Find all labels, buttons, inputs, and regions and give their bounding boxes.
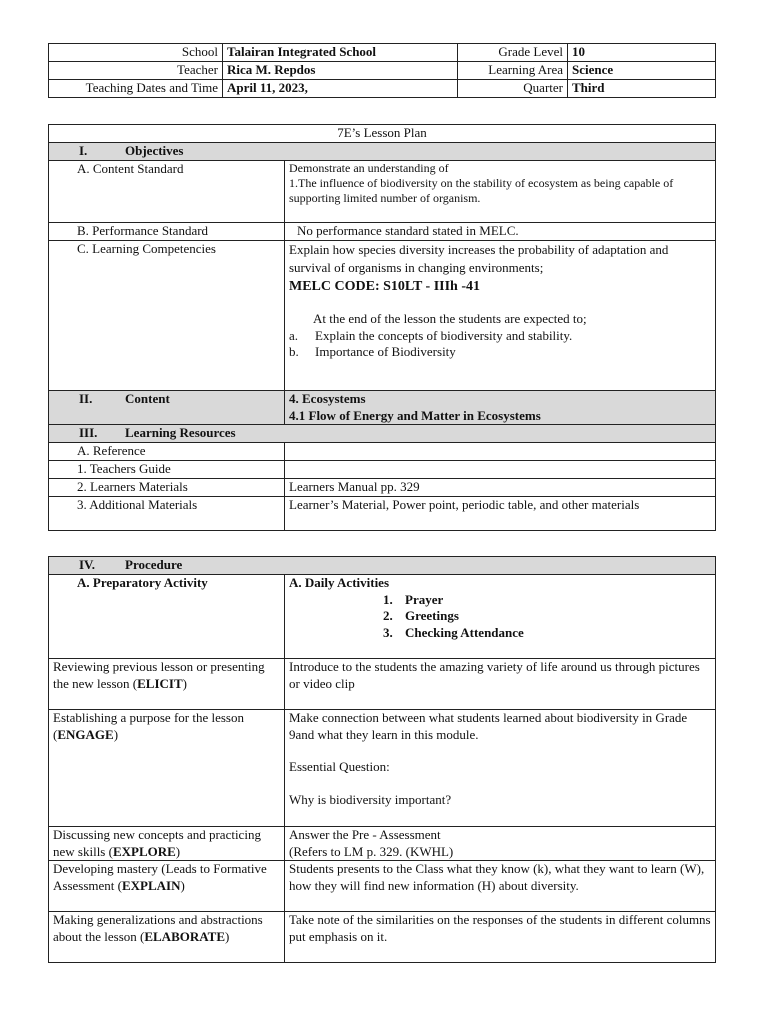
content-num: II.: [79, 391, 93, 406]
additional-materials-label: 3. Additional Materials: [49, 497, 285, 531]
performance-value: No performance standard stated in MELC.: [285, 223, 716, 241]
essential-question: Why is biodiversity important?: [289, 791, 452, 807]
elaborate-text: Take note of the similarities on the responses of the students in different columns put emphasis on it.: [285, 912, 716, 963]
engage-cell: [285, 710, 716, 827]
explore-line2: (Refers to LM p. 329. (KWHL): [289, 843, 454, 859]
school-value: Talairan Integrated School: [223, 44, 458, 62]
objectives-num: I.: [79, 143, 88, 158]
content-line1: 4. Ecosystems: [289, 391, 366, 406]
header-table: [48, 43, 716, 98]
lesson-plan-table: [48, 124, 716, 531]
learners-materials-label: 2. Learners Materials: [49, 479, 285, 497]
content-standard-label: A. Content Standard: [49, 161, 285, 223]
melc-code: MELC CODE: S10LT - IIIh -41: [289, 279, 480, 294]
area-value: Science: [568, 62, 716, 80]
content-cell: [285, 391, 716, 425]
resources-heading: [49, 425, 716, 443]
resources-num: III.: [79, 425, 98, 440]
explore-key: EXPLORE: [112, 843, 176, 859]
teacher-value: Rica M. Repdos: [223, 62, 458, 80]
elicit-text: Introduce to the students the amazing variety of life around us through pictures or video clip: [285, 659, 716, 710]
additional-materials-value: Learner’s Material, Power point, periodic table, and other materials: [285, 497, 716, 531]
content-standard-line2: 1.The influence of biodiversity on the stability of ecosystem as being capable of supporting limited number of organism.: [289, 176, 674, 205]
explore-cell: [285, 827, 716, 861]
explain-text: Students presents to the Class what they know (k), what they want to learn (W), how they will find new information (H) about diversity.: [285, 861, 716, 912]
explore-label: Discussing new concepts and practicing new skills (EXPLORE): [49, 827, 285, 861]
explore-line1: Answer the Pre - Assessment: [289, 827, 441, 842]
learners-materials-value: Learners Manual pp. 329: [285, 479, 716, 497]
preparatory-label: A. Preparatory Activity: [49, 575, 285, 659]
daily-activities-list: [289, 592, 711, 642]
teacher-label: Teacher: [49, 62, 223, 80]
elaborate-label: Making generalizations and abstractions about the lesson (ELABORATE): [49, 912, 285, 963]
daily-activities-label: A. Daily Activities: [289, 575, 390, 590]
objective-b: b. Importance of Biodiversity: [289, 344, 456, 359]
procedure-heading: [49, 557, 716, 575]
area-label: Learning Area: [458, 62, 568, 80]
procedure-table: [48, 556, 716, 963]
competencies-label: C. Learning Competencies: [49, 241, 285, 391]
daily-item: 1. Prayer: [383, 591, 444, 607]
explain-key: EXPLAIN: [121, 877, 181, 893]
elicit-key: ELICIT: [137, 675, 183, 691]
grade-value: 10: [568, 44, 716, 62]
engage-text: Make connection between what students learned about biodiversity in Grade 9and what they learn in this module.: [289, 710, 688, 742]
content-label: Content: [125, 391, 170, 406]
quarter-value: Third: [568, 80, 716, 98]
content-standard-cell: [285, 161, 716, 223]
procedure-num: IV.: [79, 557, 96, 572]
teachers-guide-value: [285, 461, 716, 479]
objective-a: a. Explain the concepts of biodiversity and stability.: [289, 327, 573, 343]
resources-label: Learning Resources: [125, 425, 236, 440]
elaborate-key: ELABORATE: [144, 928, 226, 944]
plan-title: 7E’s Lesson Plan: [49, 125, 716, 143]
engage-label: Establishing a purpose for the lesson (ENGAGE): [49, 710, 285, 827]
dates-value: April 11, 2023,: [223, 80, 458, 98]
elicit-label: Reviewing previous lesson or presenting the new lesson (ELICIT): [49, 659, 285, 710]
essential-label: Essential Question:: [289, 759, 390, 774]
quarter-label: Quarter: [458, 80, 568, 98]
content-line2: 4.1 Flow of Energy and Matter in Ecosystems: [289, 407, 541, 423]
content-standard-line1: Demonstrate an understanding of: [289, 161, 449, 175]
procedure-label: Procedure: [125, 557, 183, 572]
competencies-cell: [285, 241, 716, 391]
reference-value: [285, 443, 716, 461]
explain-label: Developing mastery (Leads to Formative Assessment (EXPLAIN): [49, 861, 285, 912]
performance-label: B. Performance Standard: [49, 223, 285, 241]
reference-label: A. Reference: [49, 443, 285, 461]
daily-item: 3. Checking Attendance: [383, 624, 524, 640]
engage-key: ENGAGE: [57, 726, 114, 742]
grade-label: Grade Level: [458, 44, 568, 62]
content-heading: [49, 391, 285, 425]
dates-label: Teaching Dates and Time: [49, 80, 223, 98]
school-label: School: [49, 44, 223, 62]
objectives-heading: [49, 143, 716, 161]
daily-item: 2. Greetings: [383, 608, 459, 623]
competencies-text: Explain how species diversity increases the probability of adaptation and survival of organisms in changing environments;: [289, 242, 669, 275]
objectives-intro: At the end of the lesson the students are expected to;: [313, 311, 587, 326]
daily-activities-cell: [285, 575, 716, 659]
objectives-label: Objectives: [125, 143, 184, 158]
teachers-guide-label: 1. Teachers Guide: [49, 461, 285, 479]
